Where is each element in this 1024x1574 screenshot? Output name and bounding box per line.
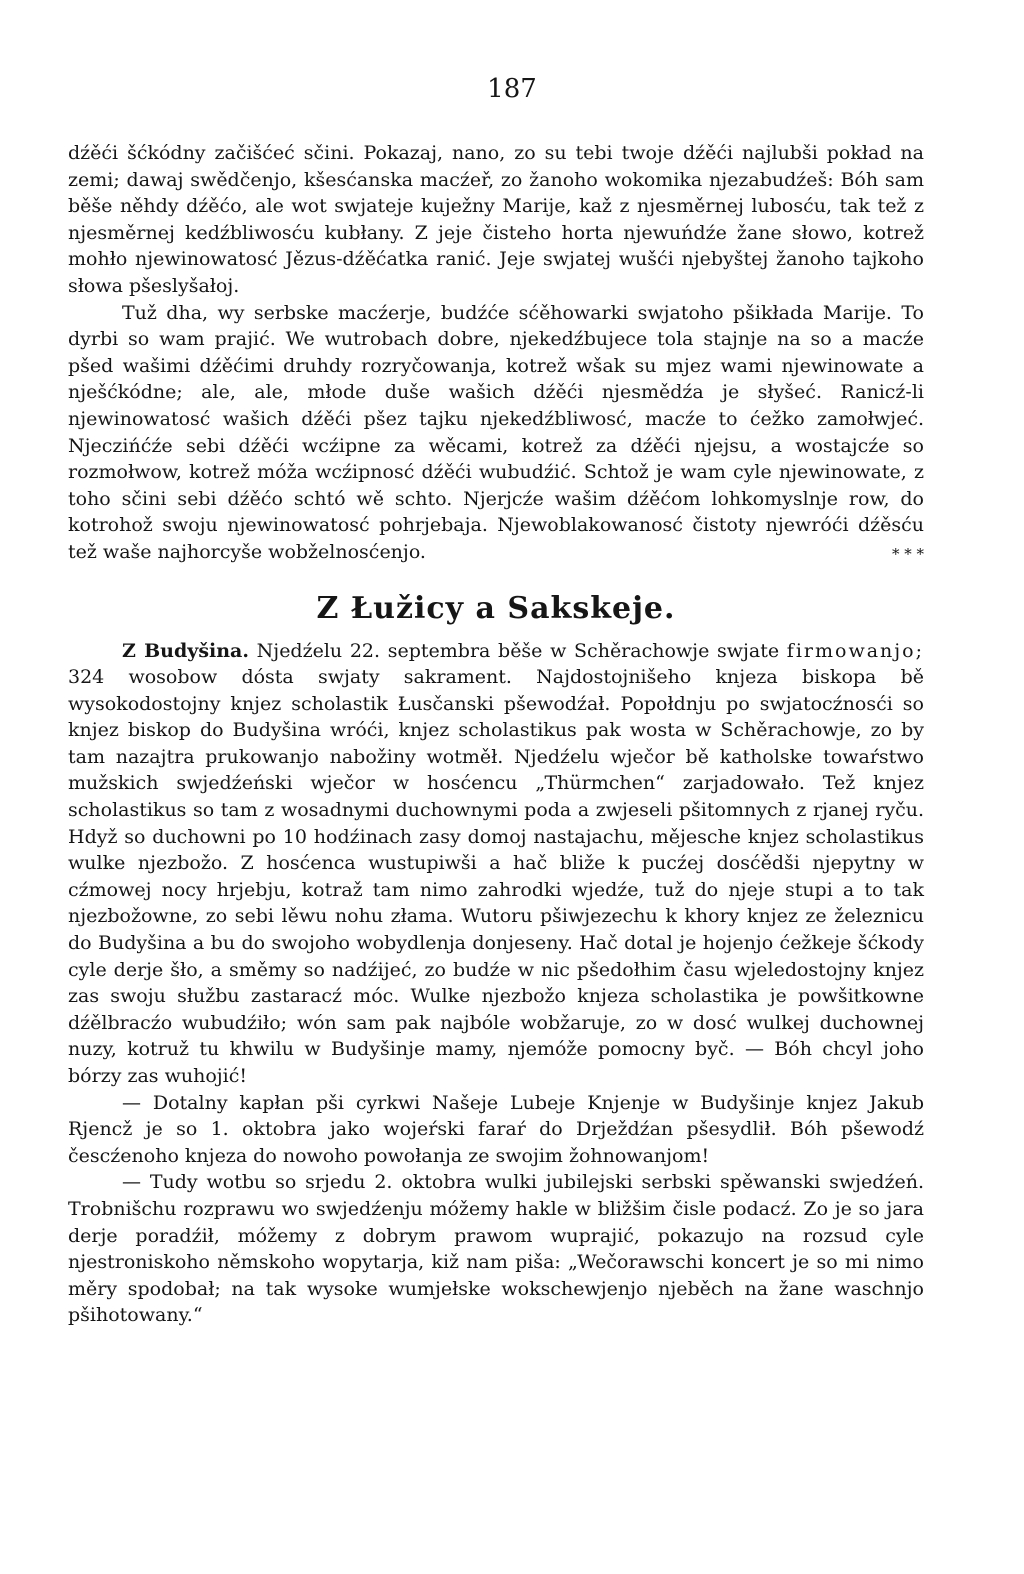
paragraph-text: Tuž dha, wy serbske macźerje, budźće sćěhowarki swjatoho pšikłada Marije. To dyrbi so wam prajić. We wutrobach dobre, njekedźbujece tola stajnje na so a macźe pšed wašimi dźěćimi druhdy rozryčowanja, kotrež wšak su mjez wami njewinowate a nješćkódne; ale, ale, młode duše wašich dźěći njesmědźa je słyšeć. Ranicź-li njewinowatosć wašich dźěći pšez tajku njekedźbliwosć, macźe to ćežko zamołwjeć. Njeczińćźe sebi dźěći wcźipne za wěcami, kotrež za dźěći njejsu, a wostajcźe so rozmołwow, kotrež móža wcźipnosć dźěći wubudźić. Schtož je wam cyle njewinowate, z toho sčini sebi dźěćo schtó wě schto. Njerjcźe wašim dźěćom lohkomyslnje row, do kotrohož swoju njewinowatosć pohrjebaja. Njewoblakowanosć čistoty njewróći dźěsću tež waše najhorcyše wobželnosćenjo. (68, 301, 924, 563)
page-number: 187 (487, 74, 537, 104)
emphasized-word: firmowanjo; (786, 639, 925, 662)
paragraph-text: Njedźelu 22. septembra běše w Schěrachowje swjate (256, 639, 780, 662)
paragraph: dźěći šćkódny začišćeć sčini. Pokazaj, nano, zo su tebi twoje dźěći najlubši pokład na zemi; dawaj swědčenjo, kšesćanska macźeř, zo žanoho wokomika njezabudźeš: Bóh sam běše něhdy dźěćo, ale wot swjateje kuježny Marije, kaž z njesměrnej lubosću, tak tež z njesměrnej kedźbliwosću kubłany. Z jeje čisteho horta njewuńdźe žane słowo, kotrež mohło njewinowatosć Jězus-dźěćatka ranić. Jeje swjatej wušći njebyštej žanoho tajkoho słowa pšeslyšałoj. (68, 142, 924, 297)
paragraph: — Dotalny kapłan pši cyrkwi Našeje Lubeje Knjenje w Budyšinje knjez Jakub Rjencž je so 1. oktobra jako wojeŕski faraŕ do Drježdźan pšesydlił. Bóh pšewodź čescźenoho knjeza do nowoho powołanja ze swojim žohnowanjom! (68, 1091, 924, 1167)
paragraph: — Tudy wotbu so srjedu 2. oktobra wulki jubilejski serbski spěwanski swjedźeń. Trobnišchu rozprawu wo swjedźenju móžemy hakle w bližšim čisle podacź. Zo je so jara derje poradźił, móžemy z dobrym prawom wuprajić, pokazujo na rozsud cyle njestroniskoho němskoho wopytarja, kiž nam piša: „Wečorawschi koncert je so mi nimo měry spodobał; na tak wysoke wumjełske wokschewjenjo njeběch na žane waschnjo pšihotowany.“ (68, 1171, 924, 1327)
section-divider-stars: * * * (891, 544, 924, 563)
paragraph-lead: Z Budyšina. (122, 639, 249, 662)
paragraph (68, 638, 924, 1090)
paragraph (68, 300, 924, 566)
body-text (68, 140, 924, 1329)
section-title: Z Łužicy a Sakskeje. (316, 590, 676, 626)
paragraph-text: 324 wosobow dósta swjaty sakrament. Najdostojnišeho knjeza biskopa bě wysokodostojny knjez scholastik Łusčanski pšewodźał. Popołdnju po swjatocźnosći so knjez biskop do Budyšina wróći, knjez scholastikus pak wosta w Schěrachowje, zo by tam nazajtra prukowanjo nabožiny wotměł. Njedźelu wječor bě katholske towaŕstwo mužskich swjedźeński wječor w hosćencu „Thürmchen“ zarjadowało. Tež knjez scholastikus so tam z wosadnymi duchownymi poda a zwjeseli pšitomnych z rjanej ryču. Hdyž so duchowni po 10 hodźinach zasy domoj nastajachu, mějesche knjez scholastikus wulke njezbožo. Z hosćenca wustupiwši a hač bliže k pucźej dosćědši njepytny w cźmowej nocy hrjebju, kotraž tam nimo zahrodki wjedźe, tuž do njeje stupi a to tak njezbožowne, zo sebi lěwu nohu złama. Wutoru pšiwjezechu k khory knjez ze železnicu do Budyšina a bu do swojoho wobydlenja donjeseny. Hač dotal je hojenjo ćežkeje šćkody cyle derje šło, a směmy so nadźijeć, zo budźe w nic pšedołhim času wjeledostojny knjez zas swoju słužbu zastaracź móc. Wulke njezbožo knjeza scholastika je powšitkowne dźělbracźo wubudźiło; wón sam pak najbóle wobžaruje, zo w dosć wulkej duchownej nuzy, kotruž tu khwilu w Budyšinje mamy, njemóže pomocny byč. — Bóh chcyl joho bórzy zas wuhojić! (68, 666, 924, 1087)
